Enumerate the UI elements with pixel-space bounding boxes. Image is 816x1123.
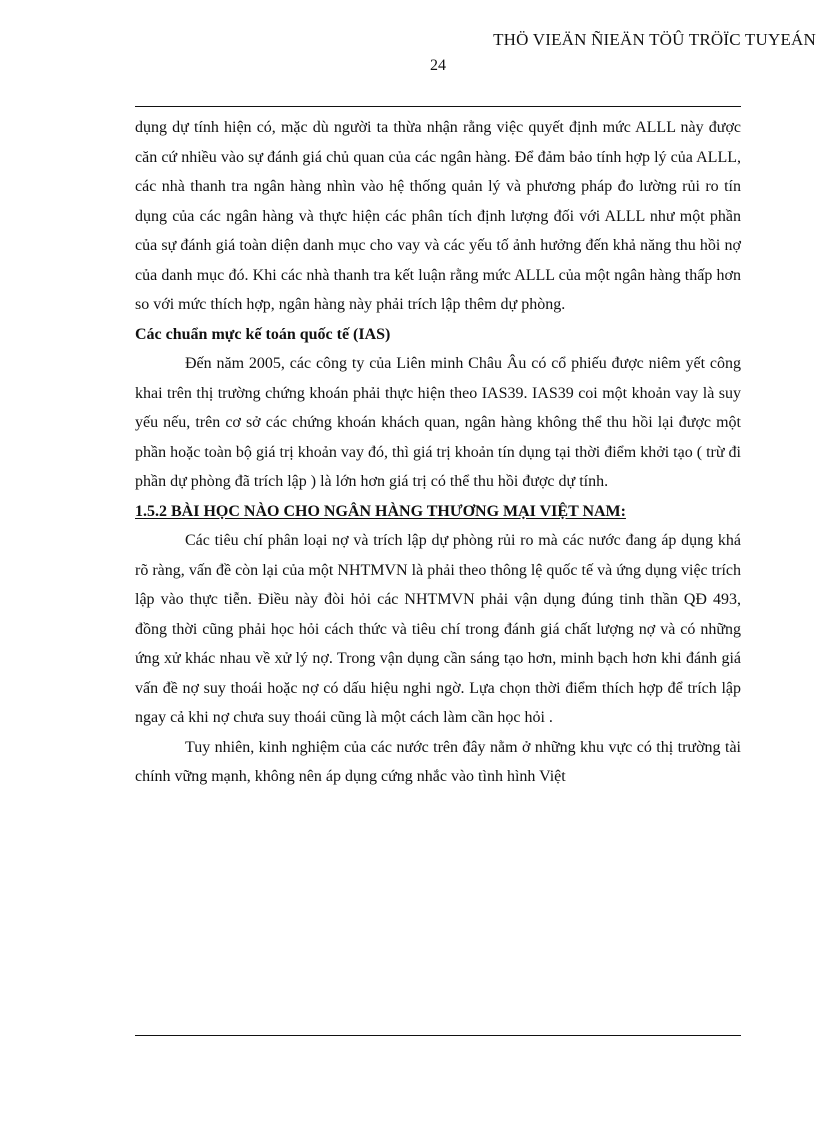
page-number: 24 (430, 57, 446, 74)
paragraph-ias39: Đến năm 2005, các công ty của Liên minh Châu Âu có cổ phiếu được niêm yết công khai trên thị trường chứng khoán phải thực hiện theo IAS39. IAS39 coi một khoản vay là suy yếu nếu, trên cơ sở các chứng khoán khách quan, ngân hàng không thể thu hồi lại được một phần hoặc toàn bộ giá trị khoản vay đó, thì giá trị khoản tín dụng tại thời điểm khởi tạo ( trừ đi phần dự phòng đã trích lập ) là lớn hơn giá trị có thể thu hồi được dự tính. (135, 355, 741, 490)
paragraph-lessons: Các tiêu chí phân loại nợ và trích lập dự phòng rủi ro mà các nước đang áp dụng khá rõ ràng, vấn đề còn lại của một NHTMVN là phải theo thông lệ quốc tế và ứng dụng việc trích lập vào thực tiễn. Điều này đòi hỏi các NHTMVN phải vận dụng đúng tinh thần QĐ 493, đồng thời cũng phải học hỏi cách thức và tiêu chí trong đánh giá chất lượng nợ và có những ứng xử khác nhau về xử lý nợ. Trong vận dụng cần sáng tạo hơn, minh bạch hơn khi đánh giá vấn đề nợ suy thoái hoặc nợ có dấu hiệu nghi ngờ. Lựa chọn thời điểm thích hợp để trích lập ngay cả khi nợ chưa suy thoái cũng là một cách làm cần học hỏi . (135, 532, 741, 726)
paragraph-however: Tuy nhiên, kinh nghiệm của các nước trên đây nằm ở những khu vực có thị trường tài chính vững mạnh, không nên áp dụng cứng nhắc vào tình hình Việt (135, 738, 741, 785)
document-body (135, 113, 741, 792)
paragraph-alll-continuation: dụng dự tính hiện có, mặc dù người ta thừa nhận rằng việc quyết định mức ALLL này được căn cứ nhiều vào sự đánh giá chủ quan của các ngân hàng. Để đảm bảo tính hợp lý của ALLL, các nhà thanh tra ngân hàng nhìn vào hệ thống quản lý và phương pháp đo lường rủi ro tín dụng của các ngân hàng và thực hiện các phân tích định lượng đối với ALLL như một phần của sự đánh giá toàn diện danh mục cho vay và các yếu tố ảnh hưởng đến khả năng thu hồi nợ của danh mục đó. Khi các nhà thanh tra kết luận rằng mức ALLL của một ngân hàng thấp hơn so với mức thích hợp, ngân hàng này phải trích lập thêm dự phòng. (135, 119, 741, 313)
library-header-title: THÖ VIEÄN ÑIEÄN TÖÛ TRÖÏC TUYEÁN (493, 30, 816, 49)
heading-ias: Các chuẩn mực kế toán quốc tế (IAS) (135, 325, 391, 343)
section-heading-1-5-2: 1.5.2 BÀI HỌC NÀO CHO NGÂN HÀNG THƯƠNG MẠI VIỆT NAM: (135, 502, 626, 520)
bottom-divider (135, 1035, 741, 1036)
top-divider (135, 106, 741, 107)
